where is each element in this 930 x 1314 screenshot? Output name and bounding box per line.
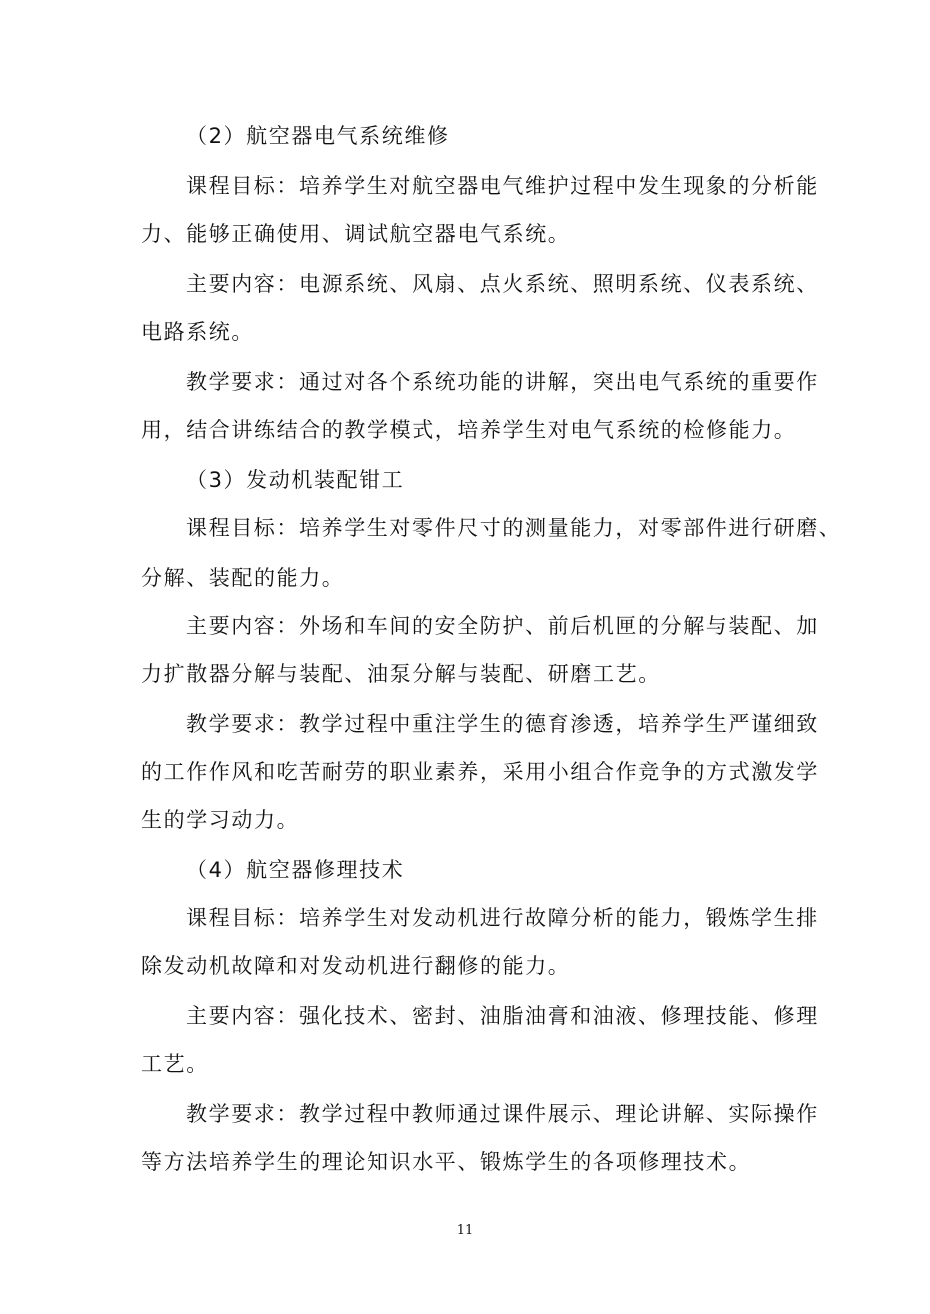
paragraph-line: 的工作作风和吃苦耐劳的职业素养，采用小组合作竞争的方式激发学 (141, 760, 819, 784)
paragraph-line: 主要内容：电源系统、风扇、点火系统、照明系统、仪表系统、 (186, 272, 819, 296)
page-number: 11 (456, 1223, 474, 1238)
paragraph-line: 分解、装配的能力。 (141, 566, 345, 590)
paragraph-line: 教学要求：教学过程中教师通过课件展示、理论讲解、实际操作 (186, 1102, 819, 1126)
paragraph-line: 力、能够正确使用、调试航空器电气系统。 (141, 222, 571, 246)
section-heading-2: （2）航空器电气系统维修 (186, 124, 450, 148)
paragraph-line: 等方法培养学生的理论知识水平、锻炼学生的各项修理技术。 (141, 1150, 752, 1174)
section-heading-4: （4）航空器修理技术 (186, 858, 405, 882)
paragraph-line: 除发动机故障和对发动机进行翻修的能力。 (141, 954, 571, 978)
paragraph-line: 用，结合讲练结合的教学模式，培养学生对电气系统的检修能力。 (141, 418, 797, 442)
paragraph-line: 课程目标：培养学生对航空器电气维护过程中发生现象的分析能 (186, 174, 819, 198)
paragraph-line: 教学要求：通过对各个系统功能的讲解，突出电气系统的重要作 (186, 370, 819, 394)
paragraph-line: 主要内容：强化技术、密封、油脂油膏和油液、修理技能、修理 (186, 1004, 819, 1028)
paragraph-line: 课程目标：培养学生对零件尺寸的测量能力，对零部件进行研磨、 (186, 516, 842, 540)
paragraph-line: 电路系统。 (141, 320, 254, 344)
paragraph-line: 工艺。 (141, 1052, 209, 1076)
paragraph-line: 主要内容：外场和车间的安全防护、前后机匣的分解与装配、加 (186, 614, 819, 638)
paragraph-line: 课程目标：培养学生对发动机进行故障分析的能力，锻炼学生排 (186, 906, 819, 930)
paragraph-line: 教学要求：教学过程中重注学生的德育渗透，培养学生严谨细致 (186, 712, 819, 736)
section-heading-3: （3）发动机装配钳工 (186, 468, 405, 492)
paragraph-line: 生的学习动力。 (141, 808, 300, 832)
paragraph-line: 力扩散器分解与装配、油泵分解与装配、研磨工艺。 (141, 662, 661, 686)
